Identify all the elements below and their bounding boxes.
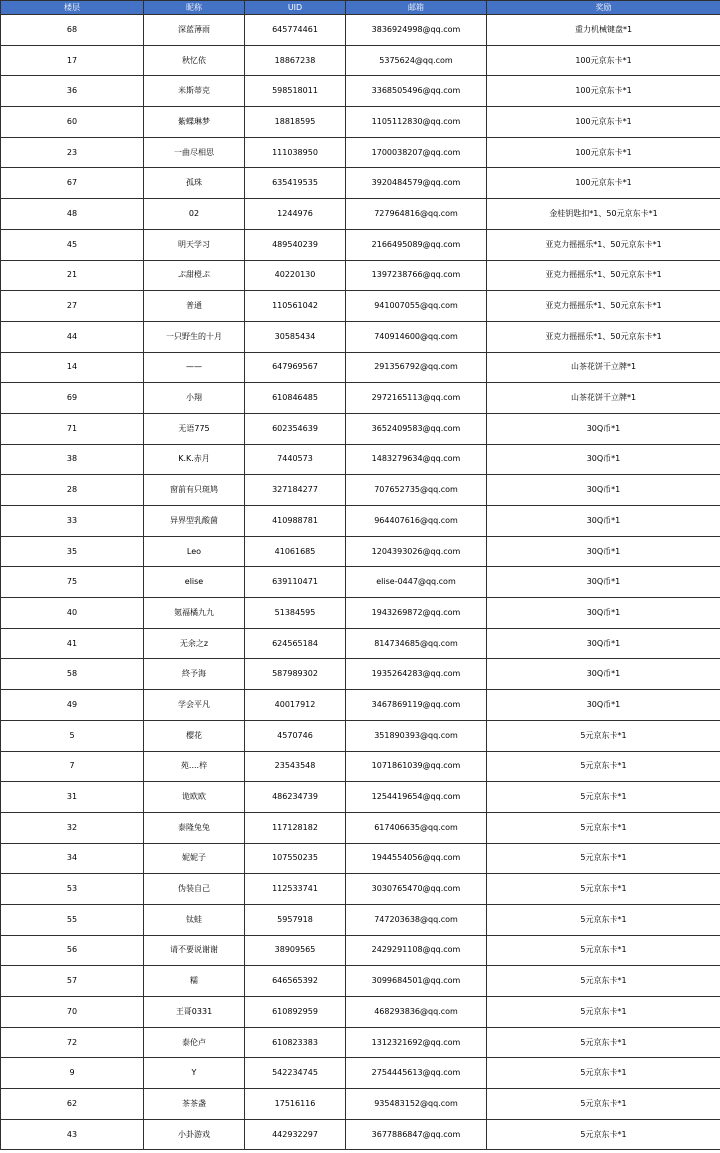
cell-reward: 30Q币*1 — [487, 690, 720, 721]
table-row — [1, 383, 720, 414]
table-row — [1, 935, 720, 966]
cell-uid: 635419535 — [245, 168, 346, 199]
cell-nickname: 请不要说谢谢 — [144, 935, 245, 966]
cell-reward: 亚克力摇摇乐*1、50元京东卡*1 — [487, 260, 720, 291]
cell-nickname: 小卦游戏 — [144, 1119, 245, 1150]
cell-reward: 30Q币*1 — [487, 475, 720, 506]
cell-nickname: 普通 — [144, 291, 245, 322]
cell-email: 1071861039@qq.com — [346, 751, 487, 782]
cell-email: 1944554056@qq.com — [346, 843, 487, 874]
cell-email: 707652735@qq.com — [346, 475, 487, 506]
cell-nickname: 泰伦卢 — [144, 1027, 245, 1058]
table-row — [1, 76, 720, 107]
cell-nickname: 泰隆兔兔 — [144, 812, 245, 843]
cell-nickname: 学会平凡 — [144, 690, 245, 721]
table-row — [1, 904, 720, 935]
cell-reward: 5元京东卡*1 — [487, 1089, 720, 1120]
cell-floor: 7 — [1, 751, 144, 782]
cell-floor: 67 — [1, 168, 144, 199]
cell-nickname: 妮妮子 — [144, 843, 245, 874]
cell-reward: 金桂钥匙扣*1、50元京东卡*1 — [487, 199, 720, 230]
cell-email: 1254419654@qq.com — [346, 782, 487, 813]
cell-reward: 5元京东卡*1 — [487, 935, 720, 966]
table-row — [1, 1119, 720, 1150]
table-row — [1, 997, 720, 1028]
cell-uid: 1244976 — [245, 199, 346, 230]
cell-nickname: 明天学习 — [144, 229, 245, 260]
table-row — [1, 720, 720, 751]
cell-floor: 32 — [1, 812, 144, 843]
cell-uid: 602354639 — [245, 413, 346, 444]
table-row — [1, 260, 720, 291]
cell-nickname: 02 — [144, 199, 245, 230]
cell-email: 3920484579@qq.com — [346, 168, 487, 199]
cell-floor: 9 — [1, 1058, 144, 1089]
cell-floor: 43 — [1, 1119, 144, 1150]
cell-nickname: 苑....梓 — [144, 751, 245, 782]
cell-email: 351890393@qq.com — [346, 720, 487, 751]
cell-email: 468293836@qq.com — [346, 997, 487, 1028]
table-row — [1, 107, 720, 138]
cell-floor: 34 — [1, 843, 144, 874]
cell-email: 2754445613@qq.com — [346, 1058, 487, 1089]
cell-email: 1943269872@qq.com — [346, 598, 487, 629]
cell-floor: 36 — [1, 76, 144, 107]
table-row — [1, 1027, 720, 1058]
table-row — [1, 628, 720, 659]
cell-nickname: 无语775 — [144, 413, 245, 444]
cell-floor: 55 — [1, 904, 144, 935]
cell-uid: 30585434 — [245, 321, 346, 352]
cell-email: 727964816@qq.com — [346, 199, 487, 230]
cell-uid: 38909565 — [245, 935, 346, 966]
cell-floor: 41 — [1, 628, 144, 659]
cell-nickname: 糯 — [144, 966, 245, 997]
table-row — [1, 413, 720, 444]
table-row — [1, 475, 720, 506]
cell-uid: 645774461 — [245, 15, 346, 46]
cell-floor: 62 — [1, 1089, 144, 1120]
cell-email: 1105112830@qq.com — [346, 107, 487, 138]
cell-reward: 100元京东卡*1 — [487, 107, 720, 138]
cell-reward: 5元京东卡*1 — [487, 1027, 720, 1058]
cell-floor: 33 — [1, 506, 144, 537]
table-row — [1, 659, 720, 690]
cell-nickname: Leo — [144, 536, 245, 567]
cell-nickname: 秋忆依 — [144, 45, 245, 76]
cell-floor: 40 — [1, 598, 144, 629]
cell-uid: 489540239 — [245, 229, 346, 260]
cell-floor: 27 — [1, 291, 144, 322]
cell-reward: 5元京东卡*1 — [487, 997, 720, 1028]
table-row — [1, 199, 720, 230]
cell-reward: 30Q币*1 — [487, 444, 720, 475]
cell-uid: 51384595 — [245, 598, 346, 629]
cell-nickname: elise — [144, 567, 245, 598]
cell-floor: 75 — [1, 567, 144, 598]
cell-reward: 30Q币*1 — [487, 567, 720, 598]
table-row — [1, 291, 720, 322]
table-row — [1, 506, 720, 537]
cell-reward: 5元京东卡*1 — [487, 874, 720, 905]
cell-floor: 58 — [1, 659, 144, 690]
cell-floor: 60 — [1, 107, 144, 138]
cell-reward: 5元京东卡*1 — [487, 1058, 720, 1089]
cell-floor: 53 — [1, 874, 144, 905]
cell-nickname: 伪装自己 — [144, 874, 245, 905]
cell-email: 1204393026@qq.com — [346, 536, 487, 567]
cell-email: 3368505496@qq.com — [346, 76, 487, 107]
cell-email: 1700038207@qq.com — [346, 137, 487, 168]
cell-email: 814734685@qq.com — [346, 628, 487, 659]
table-row — [1, 137, 720, 168]
table-row — [1, 168, 720, 199]
cell-uid: 610892959 — [245, 997, 346, 1028]
header-nickname: 昵称 — [144, 1, 245, 15]
cell-nickname: 米斯蒂克 — [144, 76, 245, 107]
cell-nickname: 一只野生的十月 — [144, 321, 245, 352]
table-row — [1, 536, 720, 567]
cell-uid: 23543548 — [245, 751, 346, 782]
table-row — [1, 751, 720, 782]
header-reward: 奖励 — [487, 1, 720, 15]
cell-floor: 21 — [1, 260, 144, 291]
table-row — [1, 690, 720, 721]
cell-email: 3030765470@qq.com — [346, 874, 487, 905]
cell-uid: 40017912 — [245, 690, 346, 721]
cell-nickname: 樱花 — [144, 720, 245, 751]
cell-email: 740914600@qq.com — [346, 321, 487, 352]
cell-email: 964407616@qq.com — [346, 506, 487, 537]
cell-email: 617406635@qq.com — [346, 812, 487, 843]
cell-reward: 亚克力摇摇乐*1、50元京东卡*1 — [487, 321, 720, 352]
cell-nickname: 茶茶盏 — [144, 1089, 245, 1120]
cell-uid: 7440573 — [245, 444, 346, 475]
cell-floor: 69 — [1, 383, 144, 414]
cell-reward: 30Q币*1 — [487, 536, 720, 567]
cell-uid: 18867238 — [245, 45, 346, 76]
table-row — [1, 812, 720, 843]
cell-nickname: 氪福橘九九 — [144, 598, 245, 629]
header-uid: UID — [245, 1, 346, 15]
cell-email: 5375624@qq.com — [346, 45, 487, 76]
table-row — [1, 1089, 720, 1120]
cell-email: 291356792@qq.com — [346, 352, 487, 383]
cell-email: 3099684501@qq.com — [346, 966, 487, 997]
cell-reward: 30Q币*1 — [487, 628, 720, 659]
cell-uid: 442932297 — [245, 1119, 346, 1150]
cell-reward: 亚克力摇摇乐*1、50元京东卡*1 — [487, 291, 720, 322]
cell-uid: 624565184 — [245, 628, 346, 659]
cell-reward: 5元京东卡*1 — [487, 720, 720, 751]
cell-uid: 639110471 — [245, 567, 346, 598]
cell-uid: 5957918 — [245, 904, 346, 935]
cell-uid: 587989302 — [245, 659, 346, 690]
cell-floor: 31 — [1, 782, 144, 813]
cell-nickname: 孤珠 — [144, 168, 245, 199]
cell-floor: 23 — [1, 137, 144, 168]
table-row — [1, 352, 720, 383]
table-header — [1, 1, 720, 15]
cell-reward: 5元京东卡*1 — [487, 782, 720, 813]
cell-uid: 410988781 — [245, 506, 346, 537]
table-row — [1, 45, 720, 76]
cell-email: 2972165113@qq.com — [346, 383, 487, 414]
cell-uid: 18818595 — [245, 107, 346, 138]
cell-email: 3652409583@qq.com — [346, 413, 487, 444]
table-row — [1, 598, 720, 629]
cell-reward: 30Q币*1 — [487, 413, 720, 444]
table-row — [1, 229, 720, 260]
cell-floor: 38 — [1, 444, 144, 475]
cell-floor: 57 — [1, 966, 144, 997]
cell-reward: 5元京东卡*1 — [487, 904, 720, 935]
cell-email: 2166495089@qq.com — [346, 229, 487, 260]
cell-email: 3467869119@qq.com — [346, 690, 487, 721]
cell-floor: 28 — [1, 475, 144, 506]
cell-uid: 41061685 — [245, 536, 346, 567]
table-row — [1, 1058, 720, 1089]
cell-nickname: 王哥0331 — [144, 997, 245, 1028]
cell-email: 2429291108@qq.com — [346, 935, 487, 966]
cell-floor: 56 — [1, 935, 144, 966]
cell-nickname: 終予海 — [144, 659, 245, 690]
cell-reward: 30Q币*1 — [487, 598, 720, 629]
cell-uid: 327184277 — [245, 475, 346, 506]
table-row — [1, 321, 720, 352]
cell-email: 3677886847@qq.com — [346, 1119, 487, 1150]
cell-floor: 5 — [1, 720, 144, 751]
cell-uid: 646565392 — [245, 966, 346, 997]
cell-uid: 40220130 — [245, 260, 346, 291]
cell-nickname: Y — [144, 1058, 245, 1089]
cell-nickname: 窗前有只斑鸠 — [144, 475, 245, 506]
cell-floor: 35 — [1, 536, 144, 567]
cell-email: 1397238766@qq.com — [346, 260, 487, 291]
cell-uid: 542234745 — [245, 1058, 346, 1089]
cell-uid: 598518011 — [245, 76, 346, 107]
header-floor: 楼层 — [1, 1, 144, 15]
cell-floor: 17 — [1, 45, 144, 76]
cell-nickname: 异界型乳酸菌 — [144, 506, 245, 537]
cell-reward: 100元京东卡*1 — [487, 137, 720, 168]
cell-nickname: 小翔 — [144, 383, 245, 414]
cell-uid: 610846485 — [245, 383, 346, 414]
cell-uid: 610823383 — [245, 1027, 346, 1058]
cell-reward: 30Q币*1 — [487, 506, 720, 537]
table-body — [1, 15, 720, 1150]
cell-floor: 71 — [1, 413, 144, 444]
cell-reward: 5元京东卡*1 — [487, 966, 720, 997]
cell-floor: 44 — [1, 321, 144, 352]
cell-nickname: 诡欧欧 — [144, 782, 245, 813]
header-row — [1, 1, 720, 15]
cell-nickname: K.K.赤月 — [144, 444, 245, 475]
header-email: 邮箱 — [346, 1, 487, 15]
table-row — [1, 15, 720, 46]
cell-email: elise-0447@qq.com — [346, 567, 487, 598]
cell-reward: 100元京东卡*1 — [487, 76, 720, 107]
cell-floor: 70 — [1, 997, 144, 1028]
table-row — [1, 782, 720, 813]
cell-uid: 647969567 — [245, 352, 346, 383]
table-row — [1, 567, 720, 598]
cell-email: 3836924998@qq.com — [346, 15, 487, 46]
cell-reward: 亚克力摇摇乐*1、50元京东卡*1 — [487, 229, 720, 260]
cell-uid: 110561042 — [245, 291, 346, 322]
cell-uid: 107550235 — [245, 843, 346, 874]
table-row — [1, 444, 720, 475]
cell-floor: 72 — [1, 1027, 144, 1058]
cell-nickname: ぷ甜橙ぷ — [144, 260, 245, 291]
cell-reward: 5元京东卡*1 — [487, 812, 720, 843]
cell-email: 1483279634@qq.com — [346, 444, 487, 475]
cell-floor: 68 — [1, 15, 144, 46]
cell-reward: 山茶花饼干立牌*1 — [487, 383, 720, 414]
cell-uid: 4570746 — [245, 720, 346, 751]
cell-uid: 117128182 — [245, 812, 346, 843]
cell-email: 1935264283@qq.com — [346, 659, 487, 690]
cell-reward: 100元京东卡*1 — [487, 168, 720, 199]
cell-floor: 49 — [1, 690, 144, 721]
cell-uid: 112533741 — [245, 874, 346, 905]
table-row — [1, 966, 720, 997]
cell-nickname: 深蓝薄雨 — [144, 15, 245, 46]
cell-reward: 30Q币*1 — [487, 659, 720, 690]
cell-email: 747203638@qq.com — [346, 904, 487, 935]
cell-nickname: 钛蛙 — [144, 904, 245, 935]
cell-floor: 48 — [1, 199, 144, 230]
cell-reward: 100元京东卡*1 — [487, 45, 720, 76]
cell-floor: 14 — [1, 352, 144, 383]
cell-nickname: 一曲尽相思 — [144, 137, 245, 168]
cell-floor: 45 — [1, 229, 144, 260]
cell-email: 935483152@qq.com — [346, 1089, 487, 1120]
cell-nickname: 无余之z — [144, 628, 245, 659]
cell-reward: 5元京东卡*1 — [487, 751, 720, 782]
cell-nickname: 紫蝶琳梦 — [144, 107, 245, 138]
cell-reward: 山茶花饼干立牌*1 — [487, 352, 720, 383]
cell-uid: 486234739 — [245, 782, 346, 813]
cell-uid: 111038950 — [245, 137, 346, 168]
cell-nickname: —— — [144, 352, 245, 383]
table-row — [1, 874, 720, 905]
cell-uid: 17516116 — [245, 1089, 346, 1120]
cell-reward: 5元京东卡*1 — [487, 843, 720, 874]
cell-email: 941007055@qq.com — [346, 291, 487, 322]
cell-email: 1312321692@qq.com — [346, 1027, 487, 1058]
cell-reward: 5元京东卡*1 — [487, 1119, 720, 1150]
table-row — [1, 843, 720, 874]
cell-reward: 重力机械键盘*1 — [487, 15, 720, 46]
